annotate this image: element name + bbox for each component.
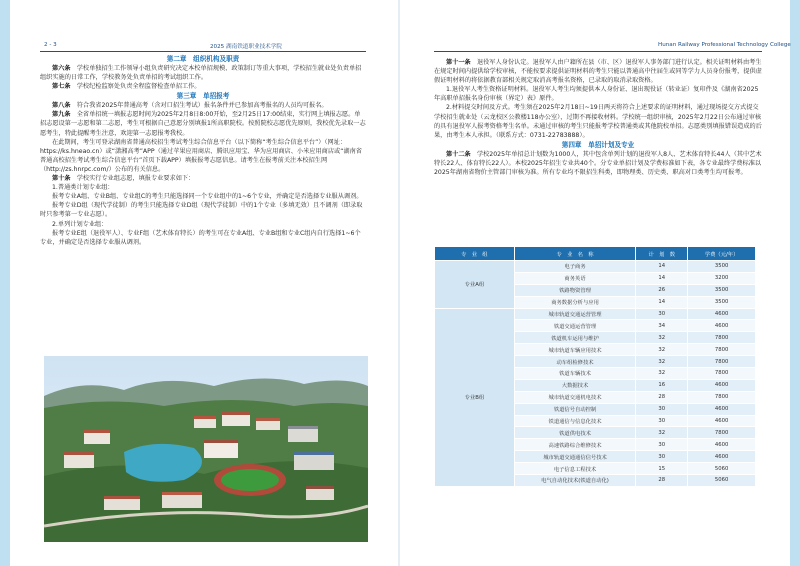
plan-count: 32 xyxy=(636,368,688,380)
table-row xyxy=(435,261,756,273)
article-11-text: 退役军人身份认定。退役军人由户籍所在县（市、区）退役军人事务部门进行认定。相关证明材料由考生在规定时间内提供给学校审核，不能按要求提供证明材料的考生只能以普通高中往届生或同等学力人员身份报考，提供虚假证明材料的将依据教育部相关规定取消高考报名资格，已录取的取消录取资格。 xyxy=(434,59,762,85)
campus-illustration xyxy=(44,356,368,542)
chapter-3-heading: 第三章 单招报考 xyxy=(176,92,230,101)
tuition: 4600 xyxy=(688,379,756,391)
article-10-label: 第十条 xyxy=(52,175,71,183)
chapter-4-heading: 第四章 单招计划及专业 xyxy=(561,140,635,149)
header-title-cn: 2025 湖南铁道职业技术学院 xyxy=(210,44,282,50)
plan-count: 30 xyxy=(636,415,688,427)
article-12-label: 第十二条 xyxy=(446,150,471,158)
aerial-campus-photo xyxy=(44,356,368,542)
plan-count: 32 xyxy=(636,356,688,368)
article-11-item1: 1.退役军人考生资格证明材料。退役军人考生均须提供本人身份证、退出现役证（转业证）复印件及《湖南省2025年高职单招报名身份审核（界定）表》原件。 xyxy=(434,86,759,103)
article-7-label: 第七条 xyxy=(52,83,71,91)
tuition: 3500 xyxy=(688,296,756,308)
plan-count: 15 xyxy=(636,463,688,475)
article-9-text: 全省单招统一填报志愿时间为2025年2月8日8:00开始，至2月25日17:00结束，实行网上填报志愿。单招志愿设第一志愿和第二志愿，考生可根据自己意愿分别填报1所高职院校。按照院校志愿优先原则，我校优先录取一志愿考生，特此提醒考生注意，欢迎第一志愿报考我校。 xyxy=(40,111,366,137)
article-10-sub1: 1.普通类计划专业组： xyxy=(52,184,114,192)
page-numbers: 2 - 3 xyxy=(44,42,57,48)
table-header-row xyxy=(435,247,756,261)
article-9-label: 第九条 xyxy=(52,111,71,119)
tuition: 4600 xyxy=(688,320,756,332)
major-name: 城市轨道交通通信信号技术 xyxy=(514,451,636,463)
article-9-para2: 在此期间，考生可登录湖南省普通高校招生考试考生综合信息平台（以下简称“考生综合信息平台”）（网址：https://ks.hneao.cn）或“潇湘高考”APP（通过苹果应用商店、腾讯应用宝、华为应用商店、小米应用商店或“湖南省普通高校招生考试考生综合信息平台”首页下载APP）填报报考志愿信息。请考生在报考前关注本校招生网（http://zs.hnrpc.com/）公布的有关信息。 xyxy=(40,138,362,173)
table-row xyxy=(435,308,756,320)
major-name: 铁路物资管理 xyxy=(514,284,636,296)
major-name: 电子商务 xyxy=(514,261,636,273)
major-name: 高速铁路综合维修技术 xyxy=(514,439,636,451)
header-major-group: 专 业 组 xyxy=(435,247,515,261)
major-name: 电气自动化技术(铁道自动化) xyxy=(514,475,636,487)
article-10-sub1-text2: 报考专业D组（现代学徒制）的考生只能选择专业D组（现代学徒制）中的1个专业（多填无效）且不调剂（即录取时只参考第一专业志愿）。 xyxy=(40,202,363,219)
tuition: 4600 xyxy=(688,403,756,415)
tuition: 4600 xyxy=(688,451,756,463)
plan-count: 14 xyxy=(636,272,688,284)
tuition: 3500 xyxy=(688,261,756,273)
major-name: 城市轨道车辆应用技术 xyxy=(514,344,636,356)
article-11-item2: 2.材料提交时间及方式。考生须在2025年2月18日~19日两天将符合上述要求的证明材料，通过现场提交方式提交学校招生就业处（云龙校区公教楼118办公室），过期不再接收材料。学校统一组织审核，2025年2月22日公布通过审核的具有退役军人报考资格考生名单。未通过审核的考生只能报考学校普通类或其他院校单招。志愿类别填报错误造成的后果，由考生本人承担。（联系方式：0731-22783888）。 xyxy=(434,104,762,139)
plan-count: 30 xyxy=(636,451,688,463)
tuition: 4600 xyxy=(688,439,756,451)
header-rule xyxy=(40,51,366,52)
major-name: 铁道通信与信息化技术 xyxy=(514,415,636,427)
plan-count: 28 xyxy=(636,475,688,487)
header-tuition: 学费（元/年） xyxy=(688,247,756,261)
major-name: 商务英语 xyxy=(514,272,636,284)
major-name: 铁道供电技术 xyxy=(514,427,636,439)
tuition: 7800 xyxy=(688,356,756,368)
tuition: 5060 xyxy=(688,475,756,487)
major-name: 城市轨道交通机电技术 xyxy=(514,391,636,403)
plan-count: 26 xyxy=(636,284,688,296)
plan-count: 34 xyxy=(636,320,688,332)
article-6-text: 学校单独招生工作领导小组负责研究决定本校单招规模、政策制订等重大事项，学校招生就业处负责单招组织实施的日常工作，学校教务处负责单招的考试组织工作。 xyxy=(40,65,362,82)
article-10-sub2-text: 报考专业E组（退役军人）、专业F组（艺术体育特长）的考生可在专业A组、专业B组和专业C组内自行选择1~6个专业，并确定是否选择专业服从调剂。 xyxy=(40,229,361,246)
left-text-column xyxy=(40,54,366,247)
tuition: 3500 xyxy=(688,284,756,296)
tuition: 3200 xyxy=(688,272,756,284)
article-10-text: 学校实行专业组志愿，填报专业要求如下： xyxy=(76,175,195,183)
header-title-en: Hunan Railway Professional Technology College xyxy=(658,42,791,48)
major-name: 城市轨道交通运营管理 xyxy=(514,308,636,320)
plan-count: 16 xyxy=(636,379,688,391)
major-name: 铁道车辆技术 xyxy=(514,368,636,380)
major-name: 铁道信号自动控制 xyxy=(514,403,636,415)
article-11-label: 第十一条 xyxy=(446,59,471,66)
group-a-label: 专业A组 xyxy=(435,261,515,309)
tuition: 7800 xyxy=(688,368,756,380)
tuition: 4600 xyxy=(688,415,756,427)
plan-count: 30 xyxy=(636,403,688,415)
major-name: 大数据技术 xyxy=(514,379,636,391)
plan-count: 14 xyxy=(636,296,688,308)
article-12-text: 学校2025年单招总计划数为1000人，其中包含单列计划的退役军人8人、艺术体育特长44人（其中艺术特长22人、体育特长22人）。本校2025年招生专业共40个。分专业单招计划及学费标准如下表，各专业最终学费标准以2025年湖南省物价主管部门审核为准。所有专业均不限招生科类，即物理类、历史类、职高对口类考生均可报考。 xyxy=(434,150,762,177)
tuition: 5060 xyxy=(688,463,756,475)
plan-count: 32 xyxy=(636,332,688,344)
plan-count: 30 xyxy=(636,308,688,320)
tuition: 4600 xyxy=(688,308,756,320)
plan-count: 32 xyxy=(636,344,688,356)
tuition: 7800 xyxy=(688,391,756,403)
article-10-sub2: 2.单列计划专业组： xyxy=(52,220,108,228)
tuition: 7800 xyxy=(688,344,756,356)
article-6-label: 第六条 xyxy=(52,65,71,72)
plan-count: 14 xyxy=(636,261,688,273)
plan-count: 32 xyxy=(636,427,688,439)
chapter-2-heading: 第二章 组织机构及职责 xyxy=(166,55,240,63)
left-edge-band xyxy=(0,0,10,566)
header-rule-right xyxy=(434,51,762,52)
tuition: 7800 xyxy=(688,332,756,344)
plan-count: 28 xyxy=(636,391,688,403)
plan-count: 30 xyxy=(636,439,688,451)
article-8-text: 符合我省2025年普通高考（含对口招生考试）报名条件并已参加高考报名的人员均可报名。 xyxy=(76,102,328,110)
major-name: 铁道交通运营管理 xyxy=(514,320,636,332)
header-major-name: 专 业 名 称 xyxy=(514,247,636,261)
major-name: 动车组检修技术 xyxy=(514,356,636,368)
right-edge-band xyxy=(790,0,800,566)
article-10-sub1-text: 报考专业A组、专业B组、专业组C的考生只能选择同一个专业组中的1~6个专业，并确定是否选择专业服从调剂。 xyxy=(52,193,363,201)
tuition: 7800 xyxy=(688,427,756,439)
header-plan-count: 计 划 数 xyxy=(636,247,688,261)
group-b-label: 专业B组 xyxy=(435,308,515,486)
major-name: 铁道机车运用与维护 xyxy=(514,332,636,344)
enrollment-plan-table xyxy=(434,246,756,487)
article-7-text: 学校纪检监察处负责全程监督检查单招工作。 xyxy=(76,83,201,91)
article-8-label: 第八条 xyxy=(52,102,71,110)
major-name: 电子信息工程技术 xyxy=(514,463,636,475)
right-text-column xyxy=(434,58,762,177)
major-name: 商务数据分析与应用 xyxy=(514,296,636,308)
